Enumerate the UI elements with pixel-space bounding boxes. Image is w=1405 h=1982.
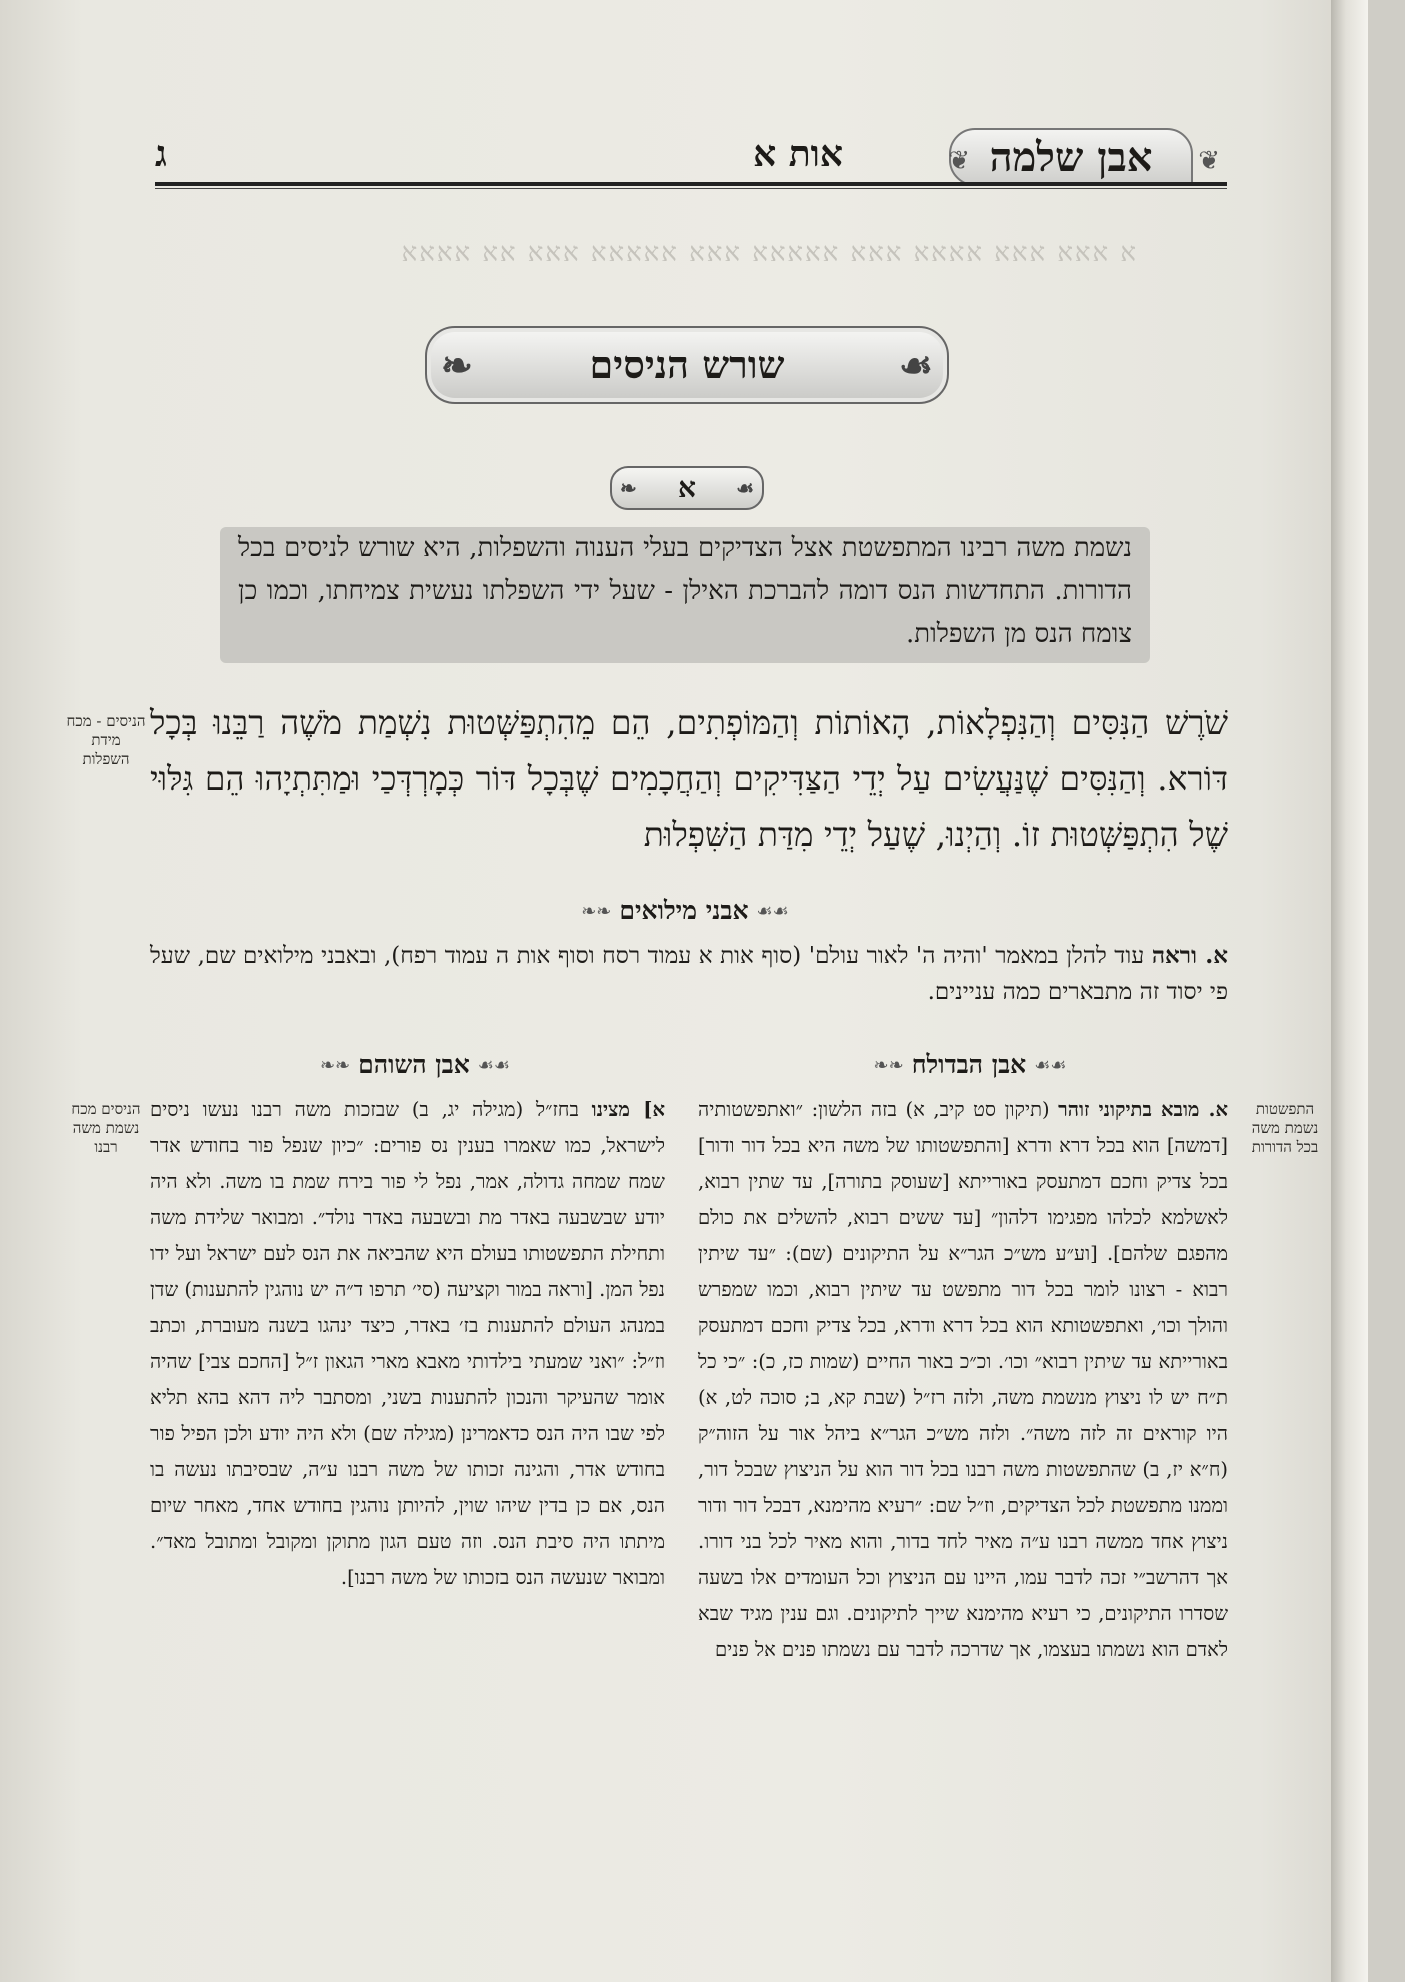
avnei-miluim-heading — [520, 896, 850, 926]
leaf-ornament-icon: ☙☙ — [756, 900, 789, 922]
leaf-ornament-icon: ☙☙ — [1034, 1054, 1067, 1076]
even-habdolach-heading — [840, 1050, 1100, 1080]
even-hashoham-column — [150, 1092, 665, 1596]
side-note-left-column: הניסים מכח נשמת משה רבנו — [71, 1100, 141, 1156]
main-text: שֹׁרֶשׁ הַנִּסִּים וְהַנִּפְלָאוֹת, הָאוֹתוֹת וְהַמּוֹפְתִים, הֵם מֵהִתְפַּשְּׁטוּת נִשְׁמַת מֹשֶׁה רַבֵּנוּ בְּכָל דּוֹרא. וְהַנִּסִּים שֶׁנַּעֲשִׂים עַל יְדֵי הַצַּדִּיקִים וְהַחֲכָמִים שֶׁבְּכָל דּוֹר כְּמָרְדְּכַי וּמַתִּתְיָהוּ הֵם גִּלּוּי שֶׁל הִתְפַּשְּׁטוּת זוֹ. וְהַיְנוּ, שֶׁעַל יְדֵי מִדַּת הַשִּׁפְלוּת — [150, 703, 1228, 854]
page-number: ג — [155, 133, 167, 175]
bleed-through: ﬡ ﬡﬡﬡ ﬡﬡﬡ ﬡﬡﬡﬡ ﬡﬡﬡ ﬡﬡﬡﬡﬡ ﬡﬡﬡ ﬡﬡﬡﬡﬡ ﬡﬡﬡ ﬡﬡ ﬡﬡﬡﬡ — [401, 238, 1138, 268]
section-letter-banner — [610, 466, 764, 510]
avnei-miluim-text: עוד להלן במאמר 'והיה ה' לאור עולם' (סוף אות א עמוד רסח וסוף אות ה עמוד רפח), ובאבני מילואים שם, שעל פי יסוד זה מתבארים כמה עניינים. — [150, 943, 1228, 1005]
avnei-miluim-lead: א. וראה — [1151, 942, 1228, 969]
side-note-main: הניסים - מכח מידת השפלות — [66, 712, 146, 768]
scroll-ornament-icon: ☙ — [736, 476, 754, 500]
side-note-right-column: התפשטות נשמת משה בכל הדורות — [1251, 1100, 1319, 1156]
summary-text: נשמת משה רבינו המתפשטת אצל הצדיקים בעלי הענוה והשפלות, היא שורש לניסים בכל הדורות. התחדשות הנס דומה להברכת האילן - שעל ידי השפלתו נעשית צמיחתו, וכמו כן צומח הנס מן השפלות. — [238, 533, 1132, 649]
avnei-miluim-paragraph — [150, 938, 1228, 1010]
chapter-title-banner — [425, 326, 949, 404]
chapter-title: שורש הניסים — [589, 342, 785, 387]
even-habdolach-lead: א. מובא בתיקוני זוהר — [1058, 1098, 1228, 1121]
main-text-block — [150, 695, 1228, 863]
even-hashoham-paragraph — [150, 1092, 665, 1596]
scroll-ornament-icon: ❦ — [948, 146, 970, 176]
header-rule — [155, 182, 1227, 186]
summary-box — [220, 527, 1150, 663]
header-rule-thin — [155, 188, 1227, 189]
leaf-ornament-icon: ❧❧ — [319, 1054, 351, 1076]
section-letter: א — [678, 471, 696, 504]
scroll-ornament-icon: ❧ — [441, 342, 473, 388]
even-hashoham-text: בחז״ל (מגילה יג, ב) שבזכות משה רבנו נעשו ניסים לישראל, כמו שאמרו בענין נס פורים: ״כיון שנפל פור בחודש אדר שמח שמחה גדולה, אמר, נפל לי פור בירח שמת בו משה. ולא היה יודע שבשבעה באדר מת ובשבעה באדר נולד״. ומבואר שלידת משה ותחילת התפשטותו בעולם היא שהביאה את הנס לעם ישראל ועל ידו נפל המן. [וראה במור וקציעה (סי׳ תרפו ד״ה יש נוהגין להתענות) שדן במנהג העולם להתענות בז׳ באדר, כיצד ינהגו בשנה מעוברת, וכתב וז״ל: ״ואני שמעתי בילדותי מאבא מארי הגאון ז״ל [החכם צבי] שהיה אומר שהעיקר והנכון להתענות בשני, ומסתבר ליה דהא בהא תליא לפי שבו היה הנס כדאמרינן (מגילה שם) ולא היה יודע ולכן הפיל פור בחודש אדר, והגינה זכותו של משה רבנו ע״ה, שבסיבתו נעשה בו הנס, אם כן בדין שיהו שוין, להיותן נוהגין בחודש אחד, מאחר שיום מיתתו היה סיבת הנס. וזה טעם הגון מתוקן ומקובל ומתובל מאד״. ומבואר שנעשה הנס בזכותו של משה רבנו]. — [150, 1098, 665, 1589]
book-title: אבן שלמה — [989, 133, 1153, 181]
book-spine — [1331, 0, 1368, 1982]
scroll-ornament-icon: ❧ — [620, 476, 637, 500]
scroll-ornament-icon: ☙ — [898, 342, 933, 388]
avnei-miluim-title: אבני מילואים — [619, 896, 749, 925]
even-habdolach-title: אבן הבדולח — [911, 1050, 1027, 1079]
running-head-banner — [949, 128, 1193, 186]
letter-section: אות א — [753, 133, 843, 175]
leaf-ornament-icon: ❧❧ — [581, 900, 612, 922]
even-habdolach-column — [698, 1092, 1228, 1668]
even-hashoham-title: אבן השוהם — [358, 1050, 470, 1079]
avnei-miluim-block — [150, 938, 1228, 1010]
even-habdolach-text: (תיקון סט קיב, א) בזה הלשון: ״ואתפשטותיה [דמשה] הוא בכל דרא ודרא [והתפשטותו של משה היא בכל דור ודור] בכל צדיק וחכם דמתעסק באורייתא [שעוסק בתורה], עד שתין רבוא, לאשלמא לכלהו מפגימו דלהון״ [עד ששים רבוא, להשלים את כולם מהפגם שלהם]. [וע״ע מש״כ הגר״א על התיקונים (שם): ״עד שיתין רבוא - רצונו לומר בכל דור מתפשט עד שיתין רבוא, וכמו שמפרש והולך וכו׳, ואתפשטותא הוא בכל דרא ודרא, בכל צדיק וחכם דמתעסק באורייתא עד שיתין רבוא״ וכו׳. וכ״כ באור החיים (שמות כז, כ): ״כי כל ת״ח יש לו ניצוץ מנשמת משה, ולזה רז״ל (שבת קא, ב; סוכה לט, א) היו קוראים זה לזה משה״. ולזה מש״כ הגר״א ביהל אור על הזוה״ק (ח״א יז, ב) שהתפשטות משה רבנו בכל דור הוא על הניצוץ שבכל דור, וממנו מתפשטת לכל הצדיקים, וז״ל שם: ״רעיא מהימנא, דבכל דור ודור ניצוץ אחד ממשה רבנו ע״ה מאיר לחד בדור, והוא מאיר לכל בני דורו. אך דהרשב״י זכה לדבר עמו, היינו עם הניצוץ וכל העומדים אלו בשעה שסדרו התיקונים, כי רעיא מהימנא שייך לתיקונים. וגם ענין מגיד שבא לאדם הוא נשמתו בעצמו, אך שדרכה לדבר עם נשמתו פנים אל פנים — [698, 1098, 1229, 1661]
even-hashoham-heading — [285, 1050, 545, 1080]
leaf-ornament-icon: ❧❧ — [873, 1054, 904, 1076]
even-hashoham-lead: א] מצינו — [591, 1098, 665, 1121]
scroll-ornament-icon: ❦ — [1198, 146, 1220, 176]
leaf-ornament-icon: ☙☙ — [477, 1054, 511, 1076]
even-habdolach-paragraph — [698, 1092, 1228, 1668]
